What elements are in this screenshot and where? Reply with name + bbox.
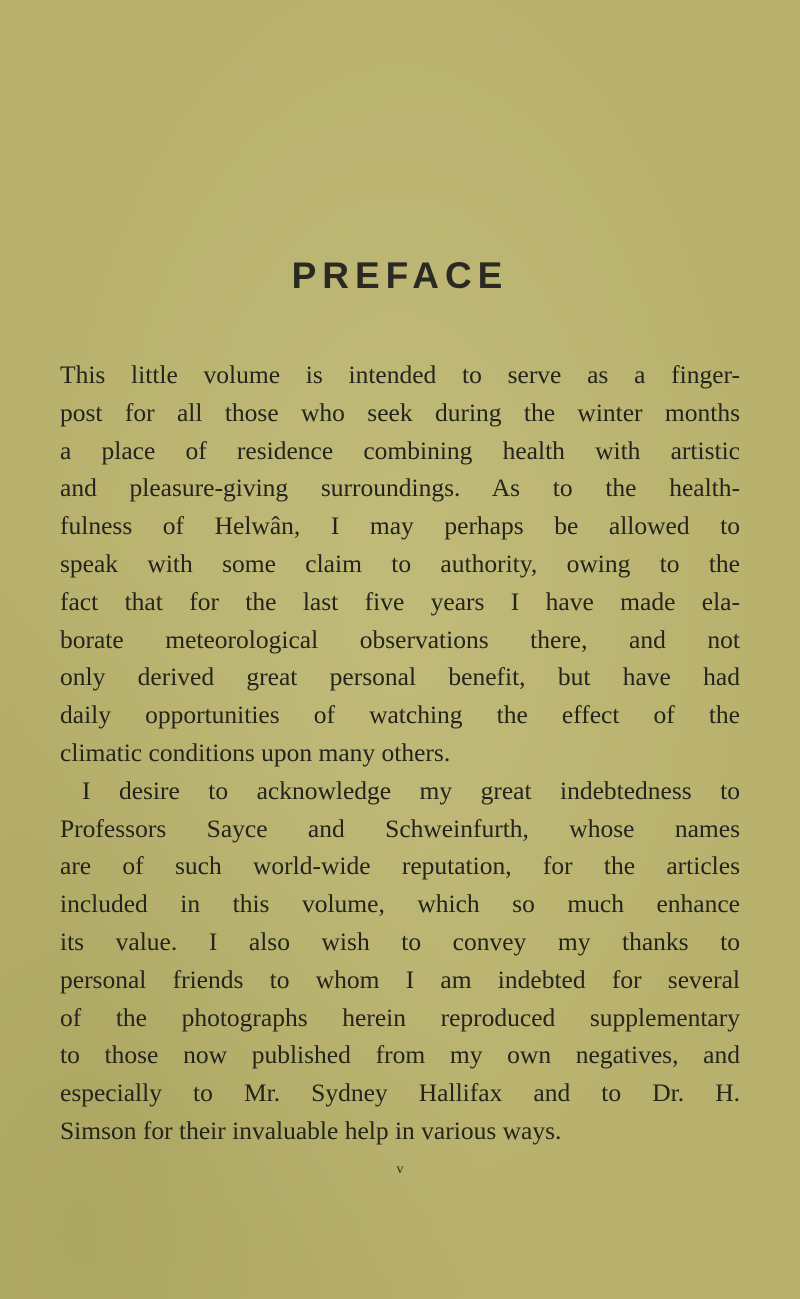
text-line: included in this volume, which so much enhance [60,889,740,919]
text-line: are of such world-wide reputation, for the articles [60,851,740,881]
text-line: a place of residence combining health with artistic [60,435,740,465]
text-line: its value. I also wish to convey my thanks to [60,926,740,956]
text-line: fact that for the last five years I have made ela- [60,586,740,616]
text-line: I desire to acknowledge my great indebtedness to [82,775,740,805]
text-line: of the photographs herein reproduced supplementary [60,1002,740,1032]
text-line: post for all those who seek during the winter months [60,397,740,427]
text-line: This little volume is intended to serve as a finger- [60,360,740,389]
page-number: v [396,1162,404,1177]
preface-text [60,356,740,1150]
text-line: Professors Sayce and Schweinfurth, whose names [60,813,740,843]
text-line: daily opportunities of watching the effect of the [60,700,740,730]
text-line: personal friends to whom I am indebted for several [60,964,740,994]
text-line: only derived great personal benefit, but have had [60,662,740,692]
text-line: to those now published from my own negatives, and [60,1040,740,1070]
text-line: fulness of Helwân, I may perhaps be allowed to [60,511,740,541]
text-line: borate meteorological observations there, and not [60,624,740,654]
text-line: and pleasure-giving surroundings. As to the health- [60,473,740,503]
text-line: climatic conditions upon many others. [60,737,451,767]
text-line: especially to Mr. Sydney Hallifax and to Dr. H. [60,1078,740,1108]
text-line: Simson for their invaluable help in various ways. [60,1115,562,1145]
page-title: PREFACE [291,255,509,296]
text-line: speak with some claim to authority, owing to the [60,548,740,578]
